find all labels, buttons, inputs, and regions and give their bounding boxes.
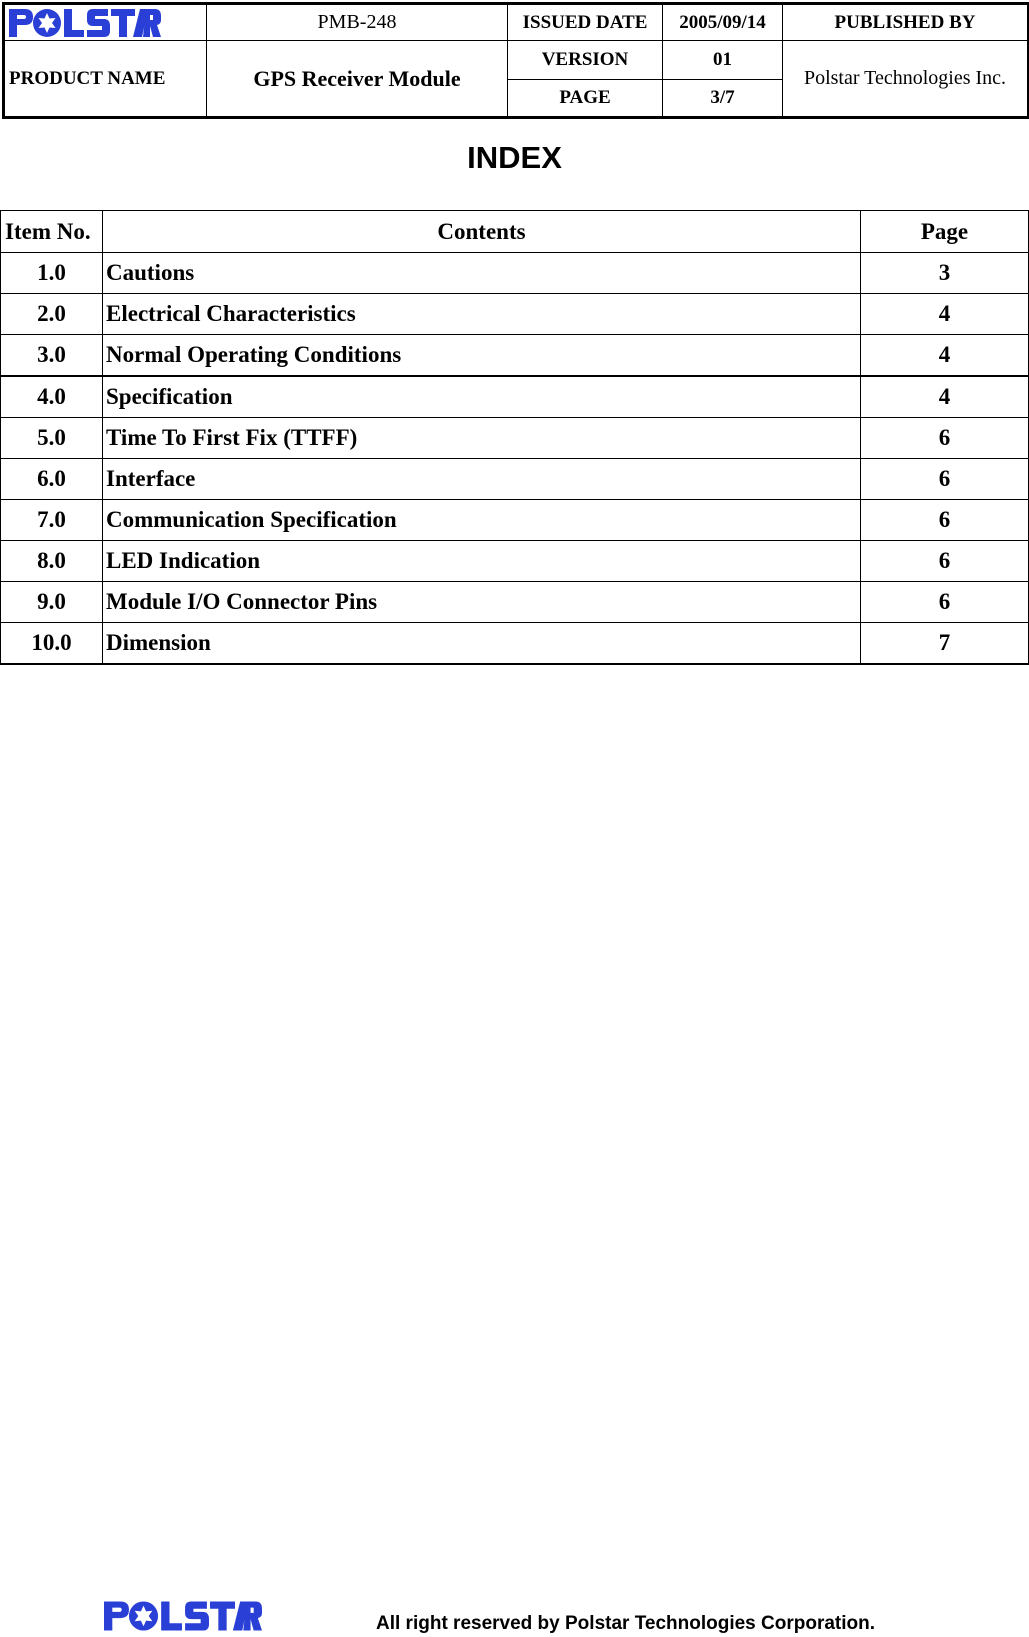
item-content: LED Indication — [103, 541, 861, 582]
item-number: 10.0 — [1, 623, 103, 665]
item-number: 9.0 — [1, 582, 103, 623]
item-page: 4 — [861, 294, 1029, 335]
item-content: Time To First Fix (TTFF) — [103, 418, 861, 459]
table-row — [1, 294, 1029, 335]
item-content: Communication Specification — [103, 500, 861, 541]
item-content: Specification — [103, 376, 861, 418]
item-number: 8.0 — [1, 541, 103, 582]
table-row — [1, 418, 1029, 459]
header-logo-cell — [4, 4, 207, 41]
item-page: 7 — [861, 623, 1029, 665]
index-table — [0, 210, 1029, 665]
column-header-contents: Contents — [103, 211, 861, 253]
column-header-page: Page — [861, 211, 1029, 253]
item-number: 4.0 — [1, 376, 103, 418]
item-number: 6.0 — [1, 459, 103, 500]
item-page: 3 — [861, 253, 1029, 294]
table-row — [1, 500, 1029, 541]
version-value: 01 — [663, 41, 783, 79]
item-page: 4 — [861, 335, 1029, 377]
item-page: 6 — [861, 541, 1029, 582]
item-page: 6 — [861, 418, 1029, 459]
table-row — [1, 623, 1029, 665]
item-number: 1.0 — [1, 253, 103, 294]
item-page: 6 — [861, 500, 1029, 541]
document-header — [2, 2, 1029, 119]
product-name-value: GPS Receiver Module — [207, 41, 508, 118]
page-label: PAGE — [508, 79, 663, 117]
product-name-label: PRODUCT NAME — [4, 41, 207, 118]
item-page: 6 — [861, 459, 1029, 500]
table-row — [1, 335, 1029, 377]
item-content: Normal Operating Conditions — [103, 335, 861, 377]
issued-date-value: 2005/09/14 — [663, 4, 783, 41]
item-content: Module I/O Connector Pins — [103, 582, 861, 623]
table-row — [1, 541, 1029, 582]
item-page: 6 — [861, 582, 1029, 623]
item-number: 5.0 — [1, 418, 103, 459]
copyright-text: All right reserved by Polstar Technologies Corporation. — [376, 1613, 876, 1634]
publisher-value: Polstar Technologies Inc. — [783, 41, 1029, 118]
polstar-logo-icon — [9, 7, 161, 39]
doc-code: PMB-248 — [207, 4, 508, 41]
table-row — [1, 376, 1029, 418]
polstar-footer-logo-icon — [104, 1599, 262, 1633]
item-content: Interface — [103, 459, 861, 500]
item-content: Electrical Characteristics — [103, 294, 861, 335]
item-content: Cautions — [103, 253, 861, 294]
item-page: 4 — [861, 376, 1029, 418]
table-row — [1, 459, 1029, 500]
page-title: INDEX — [467, 140, 562, 175]
table-row — [1, 253, 1029, 294]
issued-date-label: ISSUED DATE — [508, 4, 663, 41]
item-number: 7.0 — [1, 500, 103, 541]
table-row — [1, 582, 1029, 623]
item-content: Dimension — [103, 623, 861, 665]
column-header-item-no: Item No. — [1, 211, 103, 253]
page-value: 3/7 — [663, 79, 783, 117]
item-number: 3.0 — [1, 335, 103, 377]
page-footer — [0, 1595, 1029, 1635]
index-header-row — [1, 211, 1029, 253]
version-label: VERSION — [508, 41, 663, 79]
item-number: 2.0 — [1, 294, 103, 335]
published-by-label: PUBLISHED BY — [783, 4, 1029, 41]
